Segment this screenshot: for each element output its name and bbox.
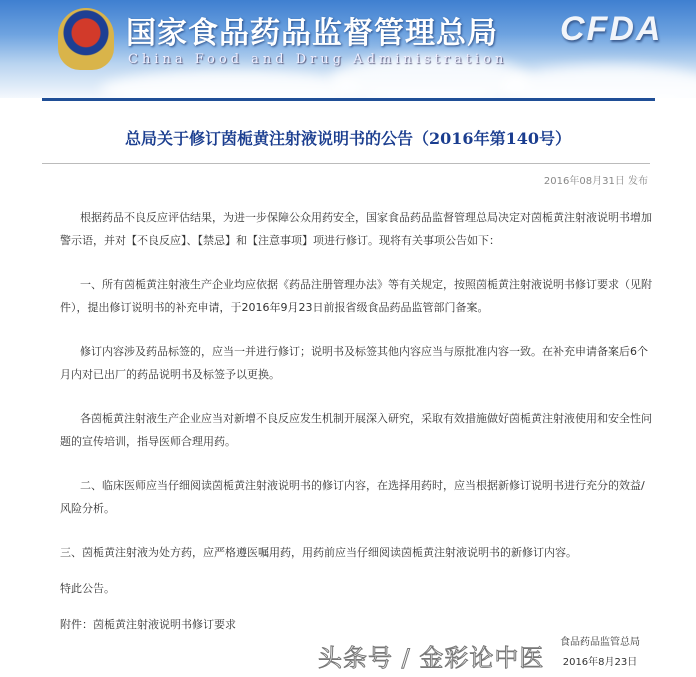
agency-name-cn: 国家食品药品监督管理总局 [126, 16, 498, 51]
signature-org: 食品药品监管总局 [560, 637, 640, 648]
watermark: 头条号 / 金彩论中医 [318, 644, 545, 672]
article-body [60, 206, 652, 657]
national-emblem-logo [58, 8, 114, 70]
cloud-decoration [100, 70, 360, 98]
attachment-link[interactable]: 附件：茵栀黄注射液说明书修订要求 [60, 618, 236, 631]
paragraph: 二、临床医师应当仔细阅读茵栀黄注射液说明书的修订内容，在选择用药时，应当根据新修订说明书进行充分的效益/风险分析。 [60, 479, 645, 515]
paragraph: 特此公告。 [60, 582, 115, 595]
signature-date: 2016年8月23日 [562, 657, 638, 668]
site-header [0, 0, 696, 98]
header-divider [42, 98, 655, 101]
signature [560, 636, 640, 670]
cfda-logo: CFDA [560, 10, 663, 48]
article-title: 总局关于修订茵栀黄注射液说明书的公告（2016年第140号） [125, 129, 571, 148]
paragraph: 根据药品不良反应评估结果，为进一步保障公众用药安全，国家食品药品监督管理总局决定对茵栀黄注射液说明书增加警示语，并对【不良反应】、【禁忌】和【注意事项】项进行修订。现将有关事项公告如下： [60, 211, 652, 247]
paragraph: 修订内容涉及药品标签的，应当一并进行修订；说明书及标签其他内容应当与原批准内容一致。在补充申请备案后6个月内对已出厂的药品说明书及标签予以更换。 [60, 345, 648, 381]
agency-name-en: China Food and Drug Administration [128, 52, 508, 67]
publish-date: 2016年08月31日 发布 [543, 176, 648, 187]
paragraph: 各茵栀黄注射液生产企业应当对新增不良反应发生机制开展深入研究，采取有效措施做好茵栀黄注射液使用和安全性问题的宣传培训，指导医师合理用药。 [60, 412, 652, 448]
paragraph: 三、茵栀黄注射液为处方药，应严格遵医嘱用药，用药前应当仔细阅读茵栀黄注射液说明书的新修订内容。 [60, 546, 577, 559]
title-divider [42, 163, 650, 164]
cloud-decoration [500, 65, 696, 98]
paragraph: 一、所有茵栀黄注射液生产企业均应依据《药品注册管理办法》等有关规定，按照茵栀黄注射液说明书修订要求（见附件），提出修订说明书的补充申请，于2016年9月23日前报省级食品药品监管部门备案。 [60, 278, 652, 314]
